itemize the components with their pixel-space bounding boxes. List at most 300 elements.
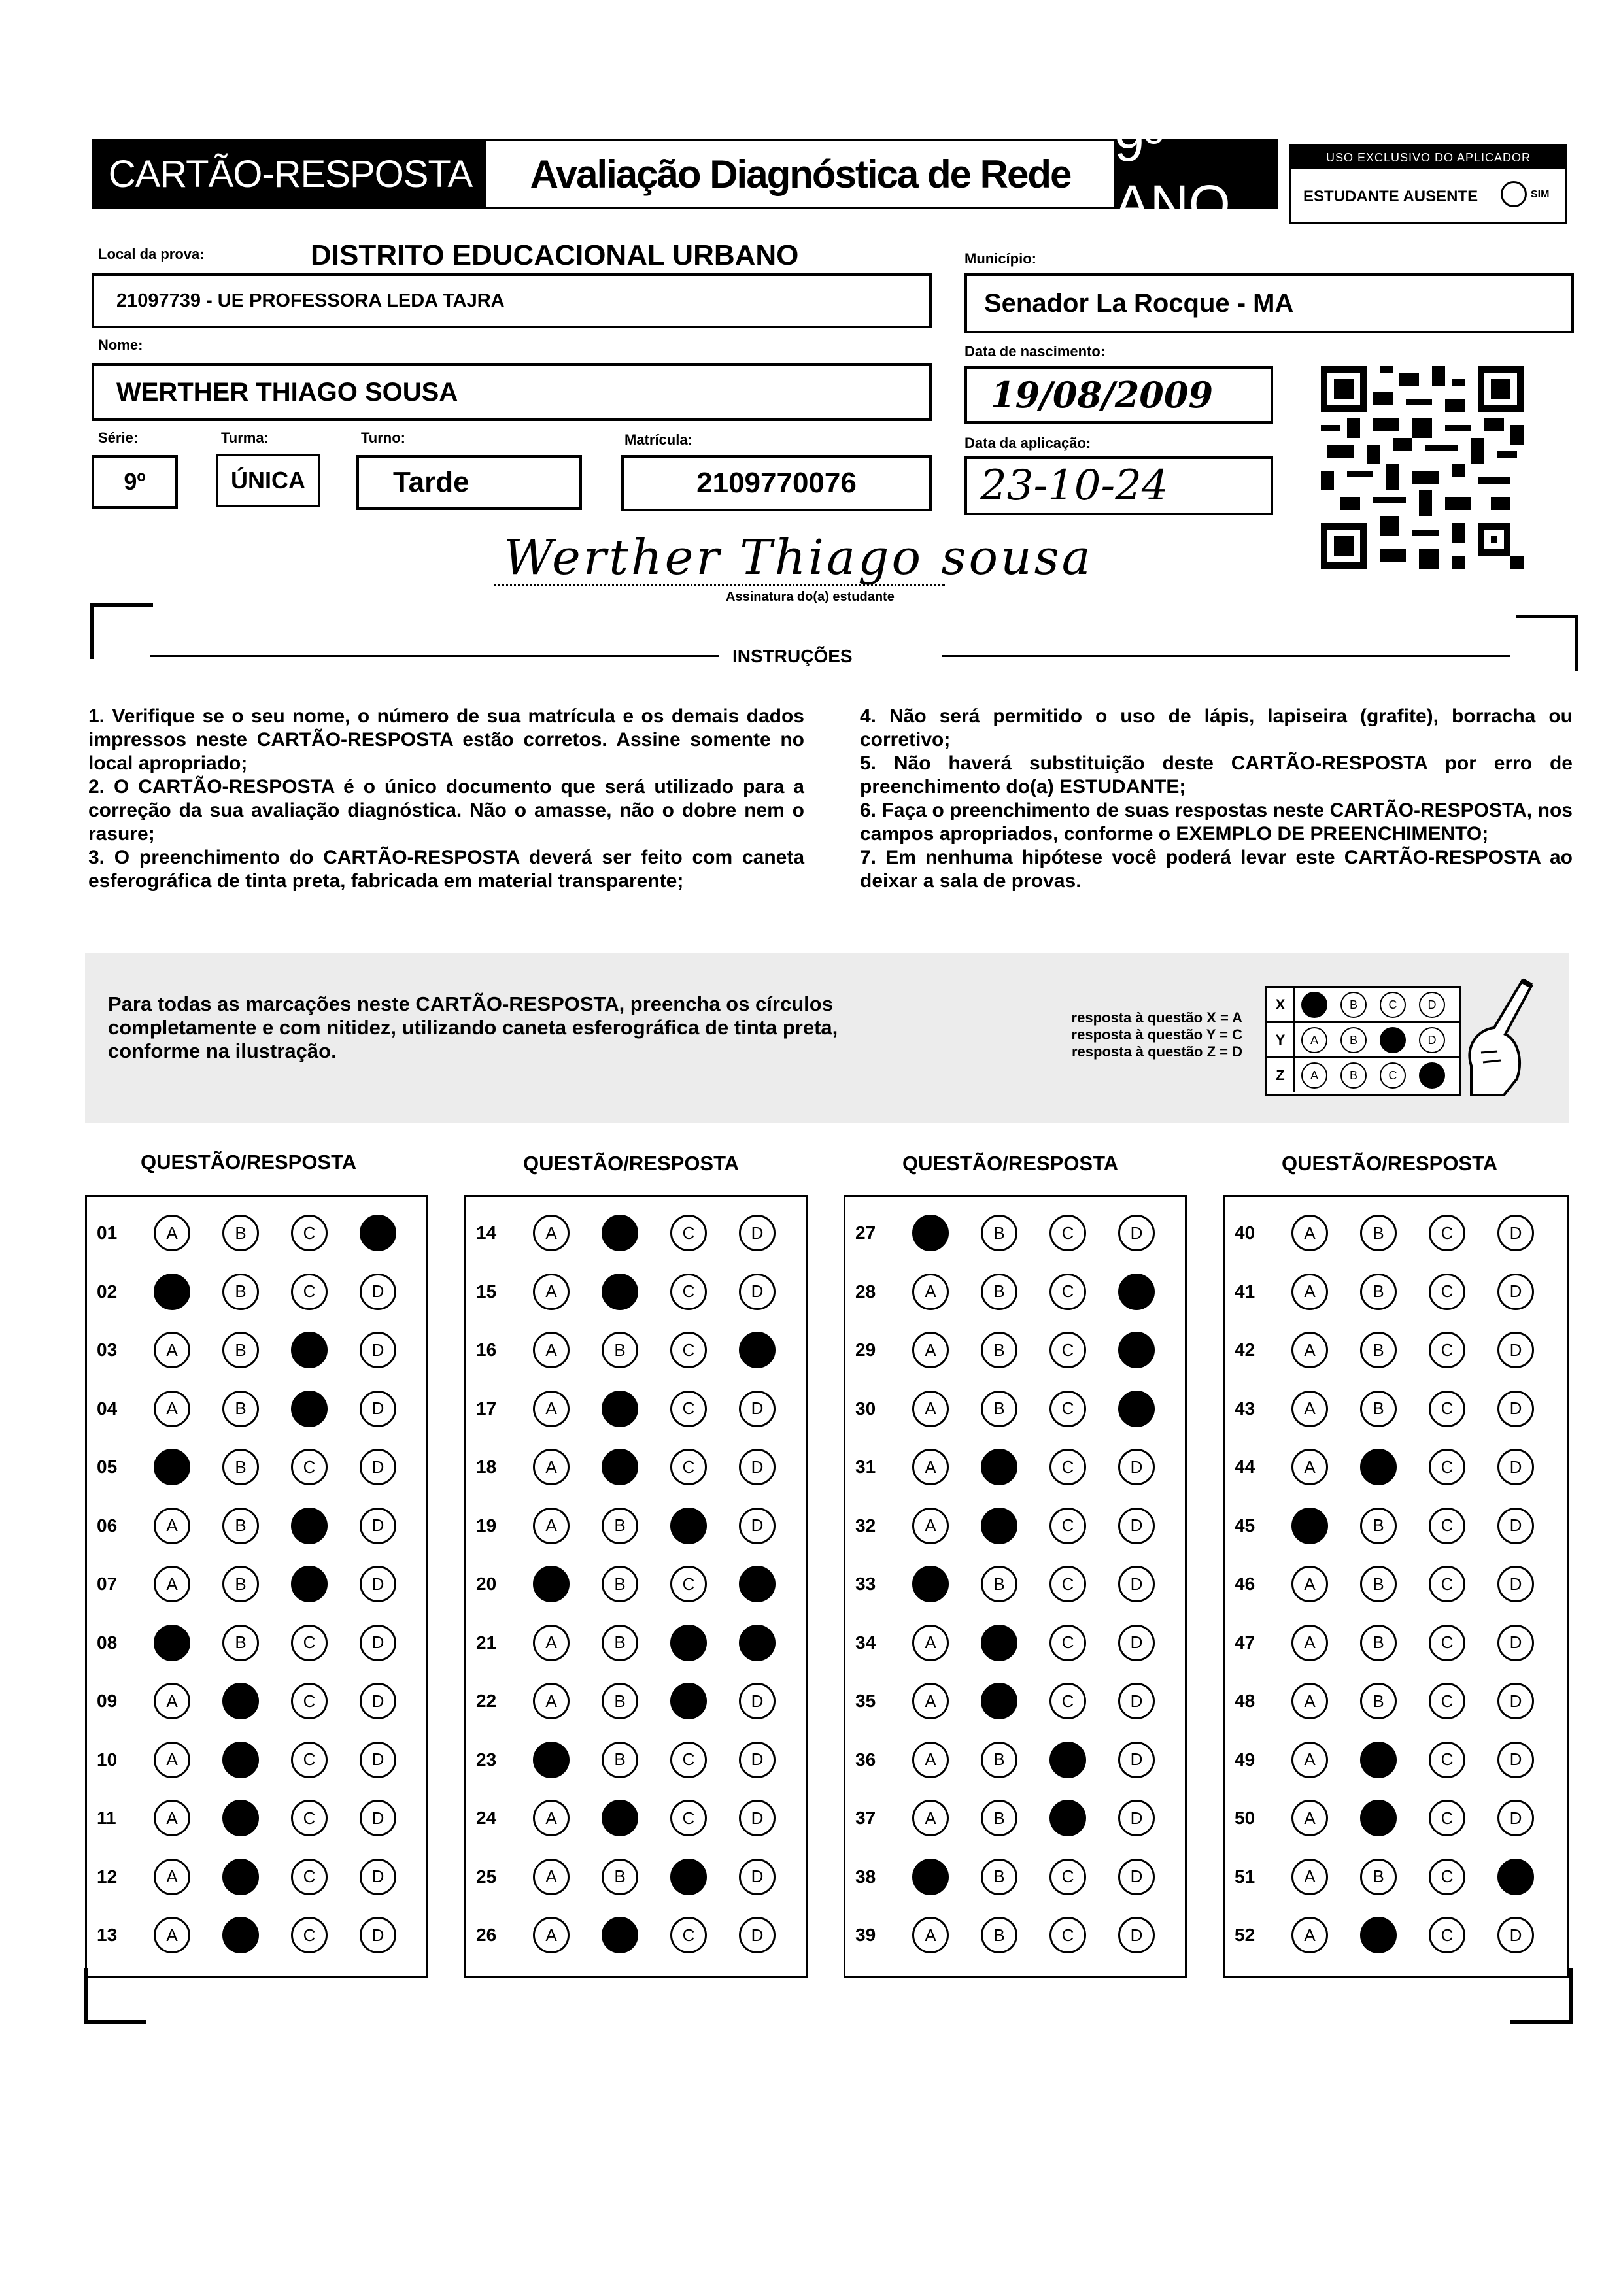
answer-bubble-08-a[interactable]: A <box>154 1625 190 1661</box>
answer-bubble-15-b[interactable]: B <box>602 1274 638 1310</box>
signature-label: Assinatura do(a) estudante <box>726 590 895 604</box>
answer-bubble-03-b[interactable]: B <box>222 1332 259 1368</box>
answer-bubble-25-c[interactable]: C <box>670 1859 707 1895</box>
answer-bubble-07-b[interactable]: B <box>222 1566 259 1602</box>
answer-bubble-37-a[interactable]: A <box>912 1800 949 1836</box>
answer-bubble-09-a[interactable]: A <box>154 1683 190 1719</box>
example-bubble: A <box>1301 1062 1327 1089</box>
question-number: 39 <box>855 1925 876 1945</box>
question-number: 35 <box>855 1691 876 1711</box>
answer-bubble-35-a[interactable]: A <box>912 1683 949 1719</box>
answer-bubble-32-a[interactable]: A <box>912 1508 949 1544</box>
nome-value: WERTHER THIAGO SOUSA <box>116 377 458 407</box>
answer-bubble-40-c[interactable]: C <box>1429 1215 1465 1251</box>
turma-label: Turma: <box>221 430 269 446</box>
answer-bubble-15-c[interactable]: C <box>670 1274 707 1310</box>
answer-bubble-46-b[interactable]: B <box>1360 1566 1397 1602</box>
answer-bubble-30-d[interactable]: D <box>1118 1391 1155 1427</box>
answer-bubble-16-d[interactable]: D <box>739 1332 776 1368</box>
answer-bubble-21-d[interactable]: D <box>739 1625 776 1661</box>
answer-bubble-14-d[interactable]: D <box>739 1215 776 1251</box>
answer-bubble-20-d[interactable]: D <box>739 1566 776 1602</box>
answer-bubble-06-a[interactable]: A <box>154 1508 190 1544</box>
answer-bubble-49-a[interactable]: A <box>1291 1742 1328 1778</box>
nascimento-value: 19/08/2009 <box>991 374 1214 416</box>
answer-bubble-02-c[interactable]: C <box>291 1274 328 1310</box>
question-number: 30 <box>855 1398 876 1419</box>
answer-bubble-39-b[interactable]: B <box>981 1917 1017 1953</box>
answer-bubble-30-b[interactable]: B <box>981 1391 1017 1427</box>
answer-bubble-48-a[interactable]: A <box>1291 1683 1328 1719</box>
answer-bubble-49-d[interactable]: D <box>1497 1742 1534 1778</box>
answer-bubble-07-d[interactable]: D <box>360 1566 396 1602</box>
answer-bubble-42-c[interactable]: C <box>1429 1332 1465 1368</box>
municipio-label: Município: <box>964 250 1036 267</box>
answer-bubble-29-a[interactable]: A <box>912 1332 949 1368</box>
answer-bubble-25-b[interactable]: B <box>602 1859 638 1895</box>
answer-bubble-13-b[interactable]: B <box>222 1917 259 1953</box>
answer-bubble-08-c[interactable]: C <box>291 1625 328 1661</box>
question-number: 06 <box>97 1515 118 1536</box>
answer-bubble-48-b[interactable]: B <box>1360 1683 1397 1719</box>
answer-bubble-38-b[interactable]: B <box>981 1859 1017 1895</box>
answer-bubble-31-d[interactable]: D <box>1118 1449 1155 1485</box>
answer-bubble-02-a[interactable]: A <box>154 1274 190 1310</box>
answer-bubble-36-a[interactable]: A <box>912 1742 949 1778</box>
local-label: Local da prova: <box>98 246 205 262</box>
answer-bubble-41-b[interactable]: B <box>1360 1274 1397 1310</box>
answer-bubble-30-a[interactable]: A <box>912 1391 949 1427</box>
question-number: 29 <box>855 1340 876 1360</box>
answer-bubble-38-d[interactable]: D <box>1118 1859 1155 1895</box>
answer-bubble-23-d[interactable]: D <box>739 1742 776 1778</box>
answer-bubble-33-a[interactable]: A <box>912 1566 949 1602</box>
answer-bubble-51-b[interactable]: B <box>1360 1859 1397 1895</box>
answer-bubble-37-d[interactable]: D <box>1118 1800 1155 1836</box>
answer-bubble-17-c[interactable]: C <box>670 1391 707 1427</box>
answer-bubble-32-b[interactable]: B <box>981 1508 1017 1544</box>
example-bubble: D <box>1419 992 1445 1018</box>
answer-bubble-44-d[interactable]: D <box>1497 1449 1534 1485</box>
answer-bubble-21-c[interactable]: C <box>670 1625 707 1661</box>
answer-bubble-31-a[interactable]: A <box>912 1449 949 1485</box>
answer-bubble-26-c[interactable]: C <box>670 1917 707 1953</box>
question-number: 05 <box>97 1457 118 1477</box>
answer-bubble-26-a[interactable]: A <box>533 1917 570 1953</box>
answer-bubble-09-b[interactable]: B <box>222 1683 259 1719</box>
answer-bubble-08-d[interactable]: D <box>360 1625 396 1661</box>
local-value: DISTRITO EDUCACIONAL URBANO <box>311 239 799 271</box>
question-number: 27 <box>855 1223 876 1243</box>
question-number: 24 <box>476 1808 497 1828</box>
answer-bubble-52-b[interactable]: B <box>1360 1917 1397 1953</box>
answer-bubble-24-b[interactable]: B <box>602 1800 638 1836</box>
municipio-value: Senador La Rocque - MA <box>984 288 1294 318</box>
instruction-2: 2. O CARTÃO-RESPOSTA é o único documento que será utilizado para a correção da sua avaliação diagnóstica. Não o amasse, não o dobre nem o rasure; <box>88 776 804 845</box>
answer-bubble-34-b[interactable]: B <box>981 1625 1017 1661</box>
answer-bubble-19-c[interactable]: C <box>670 1508 707 1544</box>
answer-bubble-14-b[interactable]: B <box>602 1215 638 1251</box>
answer-bubble-50-c[interactable]: C <box>1429 1800 1465 1836</box>
example-row-label: Y <box>1267 1023 1295 1056</box>
example-bubble: C <box>1380 1062 1406 1089</box>
answer-bubble-01-a[interactable]: A <box>154 1215 190 1251</box>
example-row-label: X <box>1267 988 1295 1021</box>
answer-bubble-30-c[interactable]: C <box>1049 1391 1086 1427</box>
example-bubble: D <box>1419 1027 1445 1053</box>
example-text: Para todas as marcações neste CARTÃO-RESPOSTA, preencha os círculos completamente e com nitidez, utilizando caneta esferográfica de tinta preta, conforme na ilustração. <box>108 992 838 1062</box>
answer-bubble-35-d[interactable]: D <box>1118 1683 1155 1719</box>
answer-bubble-42-d[interactable]: D <box>1497 1332 1534 1368</box>
answer-bubble-37-b[interactable]: B <box>981 1800 1017 1836</box>
answer-bubble-40-d[interactable]: D <box>1497 1215 1534 1251</box>
instruction-4: 4. Não será permitido o uso de lápis, lapiseira (grafite), borracha ou corretivo; <box>860 705 1573 751</box>
answer-bubble-36-d[interactable]: D <box>1118 1742 1155 1778</box>
answer-bubble-34-a[interactable]: A <box>912 1625 949 1661</box>
answer-bubble-52-c[interactable]: C <box>1429 1917 1465 1953</box>
answer-bubble-38-a[interactable]: A <box>912 1859 949 1895</box>
answer-bubble-50-a[interactable]: A <box>1291 1800 1328 1836</box>
question-number: 20 <box>476 1574 497 1594</box>
question-number: 42 <box>1235 1340 1255 1360</box>
answer-bubble-22-a[interactable]: A <box>533 1683 570 1719</box>
instruction-1: 1. Verifique se o seu nome, o número de sua matrícula e os demais dados impressos neste CARTÃO-RESPOSTA estão corretos. Assine somente no local apropriado; <box>88 705 804 774</box>
answer-bubble-46-c[interactable]: C <box>1429 1566 1465 1602</box>
answer-bubble-49-b[interactable]: B <box>1360 1742 1397 1778</box>
evaluation-title: Avaliação Diagnóstica de Rede <box>530 152 1071 196</box>
answer-bubble-51-a[interactable]: A <box>1291 1859 1328 1895</box>
answer-bubble-41-a[interactable]: A <box>1291 1274 1328 1310</box>
answer-bubble-19-a[interactable]: A <box>533 1508 570 1544</box>
answer-bubble-26-d[interactable]: D <box>739 1917 776 1953</box>
answer-bubble-16-c[interactable]: C <box>670 1332 707 1368</box>
answer-bubble-09-c[interactable]: C <box>291 1683 328 1719</box>
answer-bubble-23-c[interactable]: C <box>670 1742 707 1778</box>
answer-bubble-33-c[interactable]: C <box>1049 1566 1086 1602</box>
column-header-3: QUESTÃO/RESPOSTA <box>902 1152 1119 1175</box>
example-bubble: D <box>1419 1062 1445 1089</box>
question-number: 41 <box>1235 1281 1255 1302</box>
answer-bubble-48-c[interactable]: C <box>1429 1683 1465 1719</box>
answer-bubble-05-c[interactable]: C <box>291 1449 328 1485</box>
question-number: 09 <box>97 1691 118 1711</box>
answer-bubble-12-b[interactable]: B <box>222 1859 259 1895</box>
question-number: 04 <box>97 1398 118 1419</box>
answer-bubble-45-c[interactable]: C <box>1429 1508 1465 1544</box>
answer-bubble-17-a[interactable]: A <box>533 1391 570 1427</box>
answer-bubble-52-a[interactable]: A <box>1291 1917 1328 1953</box>
answer-bubble-10-b[interactable]: B <box>222 1742 259 1778</box>
answer-bubble-51-d[interactable]: D <box>1497 1859 1534 1895</box>
applicator-title: USO EXCLUSIVO DO APLICADOR <box>1291 146 1565 169</box>
answer-bubble-13-a[interactable]: A <box>154 1917 190 1953</box>
answer-bubble-15-a[interactable]: A <box>533 1274 570 1310</box>
answer-bubble-47-d[interactable]: D <box>1497 1625 1534 1661</box>
answer-bubble-25-d[interactable]: D <box>739 1859 776 1895</box>
answer-bubble-32-c[interactable]: C <box>1049 1508 1086 1544</box>
answer-bubble-20-c[interactable]: C <box>670 1566 707 1602</box>
school-value: 21097739 - UE PROFESSORA LEDA TAJRA <box>116 290 505 311</box>
answer-bubble-35-c[interactable]: C <box>1049 1683 1086 1719</box>
answer-bubble-36-c[interactable]: C <box>1049 1742 1086 1778</box>
answer-bubble-22-b[interactable]: B <box>602 1683 638 1719</box>
answer-bubble-03-d[interactable]: D <box>360 1332 396 1368</box>
answer-bubble-10-a[interactable]: A <box>154 1742 190 1778</box>
example-legend-z: resposta à questão Z = D <box>1071 1043 1242 1060</box>
instructions-title: INSTRUÇÕES <box>732 646 853 666</box>
example-bubble: C <box>1380 992 1406 1018</box>
answer-bubble-33-d[interactable]: D <box>1118 1566 1155 1602</box>
question-number: 52 <box>1235 1925 1255 1945</box>
question-number: 08 <box>97 1632 118 1653</box>
answer-bubble-43-a[interactable]: A <box>1291 1391 1328 1427</box>
question-number: 36 <box>855 1749 876 1770</box>
absent-label: ESTUDANTE AUSENTE <box>1303 188 1478 205</box>
answer-bubble-02-b[interactable]: B <box>222 1274 259 1310</box>
answer-bubble-40-a[interactable]: A <box>1291 1215 1328 1251</box>
answer-bubble-05-b[interactable]: B <box>222 1449 259 1485</box>
question-number: 15 <box>476 1281 497 1302</box>
answer-bubble-10-c[interactable]: C <box>291 1742 328 1778</box>
answer-bubble-50-b[interactable]: B <box>1360 1800 1397 1836</box>
answer-bubble-39-d[interactable]: D <box>1118 1917 1155 1953</box>
answer-bubble-16-b[interactable]: B <box>602 1332 638 1368</box>
example-legend-x: resposta à questão X = A <box>1071 1009 1242 1026</box>
grade-label: 9º ANO <box>1114 141 1276 207</box>
answer-bubble-23-b[interactable]: B <box>602 1742 638 1778</box>
answer-bubble-28-a[interactable]: A <box>912 1274 949 1310</box>
answer-bubble-03-a[interactable]: A <box>154 1332 190 1368</box>
corner-bottom-right <box>1510 1968 1573 2024</box>
question-number: 17 <box>476 1398 497 1419</box>
answer-bubble-32-d[interactable]: D <box>1118 1508 1155 1544</box>
answer-bubble-16-a[interactable]: A <box>533 1332 570 1368</box>
answer-bubble-52-d[interactable]: D <box>1497 1917 1534 1953</box>
aplicacao-value: 23-10-24 <box>980 462 1169 510</box>
answer-bubble-06-c[interactable]: C <box>291 1508 328 1544</box>
answer-bubble-29-b[interactable]: B <box>981 1332 1017 1368</box>
question-number: 32 <box>855 1515 876 1536</box>
instruction-5: 5. Não haverá substituição deste CARTÃO-RESPOSTA por erro de preenchimento do(a) ESTUDANTE; <box>860 752 1573 798</box>
answer-bubble-45-a[interactable]: A <box>1291 1508 1328 1544</box>
answer-bubble-22-d[interactable]: D <box>739 1683 776 1719</box>
answer-bubble-51-c[interactable]: C <box>1429 1859 1465 1895</box>
instruction-3: 3. O preenchimento do CARTÃO-RESPOSTA deverá ser feito com caneta esferográfica de tinta preta, fabricada em material transparente; <box>88 847 804 892</box>
answer-bubble-27-d[interactable]: D <box>1118 1215 1155 1251</box>
matricula-value: 2109770076 <box>696 467 857 499</box>
answer-bubble-11-d[interactable]: D <box>360 1800 396 1836</box>
answer-bubble-04-c[interactable]: C <box>291 1391 328 1427</box>
answer-bubble-36-b[interactable]: B <box>981 1742 1017 1778</box>
answer-bubble-34-d[interactable]: D <box>1118 1625 1155 1661</box>
answer-bubble-19-d[interactable]: D <box>739 1508 776 1544</box>
answer-bubble-28-d[interactable]: D <box>1118 1274 1155 1310</box>
question-number: 46 <box>1235 1574 1255 1594</box>
answer-bubble-24-c[interactable]: C <box>670 1800 707 1836</box>
question-number: 48 <box>1235 1691 1255 1711</box>
answer-bubble-13-d[interactable]: D <box>360 1917 396 1953</box>
answer-bubble-43-d[interactable]: D <box>1497 1391 1534 1427</box>
answer-bubble-24-a[interactable]: A <box>533 1800 570 1836</box>
question-number: 49 <box>1235 1749 1255 1770</box>
answer-bubble-13-c[interactable]: C <box>291 1917 328 1953</box>
answer-bubble-18-a[interactable]: A <box>533 1449 570 1485</box>
answer-bubble-33-b[interactable]: B <box>981 1566 1017 1602</box>
column-header-2: QUESTÃO/RESPOSTA <box>523 1152 740 1175</box>
answer-bubble-03-c[interactable]: C <box>291 1332 328 1368</box>
question-number: 45 <box>1235 1515 1255 1536</box>
question-number: 14 <box>476 1223 497 1243</box>
answer-bubble-50-d[interactable]: D <box>1497 1800 1534 1836</box>
answer-bubble-18-b[interactable]: B <box>602 1449 638 1485</box>
answer-bubble-38-c[interactable]: C <box>1049 1859 1086 1895</box>
question-number: 21 <box>476 1632 497 1653</box>
answer-bubble-47-b[interactable]: B <box>1360 1625 1397 1661</box>
answer-bubble-07-a[interactable]: A <box>154 1566 190 1602</box>
answer-bubble-27-a[interactable]: A <box>912 1215 949 1251</box>
answer-bubble-31-b[interactable]: B <box>981 1449 1017 1485</box>
answer-bubble-41-d[interactable]: D <box>1497 1274 1534 1310</box>
answer-bubble-01-b[interactable]: B <box>222 1215 259 1251</box>
answer-bubble-29-c[interactable]: C <box>1049 1332 1086 1368</box>
answer-bubble-37-c[interactable]: C <box>1049 1800 1086 1836</box>
answer-bubble-20-b[interactable]: B <box>602 1566 638 1602</box>
question-number: 26 <box>476 1925 497 1945</box>
question-number: 31 <box>855 1457 876 1477</box>
answer-bubble-21-a[interactable]: A <box>533 1625 570 1661</box>
answer-bubble-48-d[interactable]: D <box>1497 1683 1534 1719</box>
question-number: 44 <box>1235 1457 1255 1477</box>
nome-label: Nome: <box>98 337 143 353</box>
answer-bubble-29-d[interactable]: D <box>1118 1332 1155 1368</box>
answer-bubble-39-c[interactable]: C <box>1049 1917 1086 1953</box>
answer-bubble-12-d[interactable]: D <box>360 1859 396 1895</box>
answer-bubble-23-a[interactable]: A <box>533 1742 570 1778</box>
answer-bubble-45-d[interactable]: D <box>1497 1508 1534 1544</box>
answer-bubble-42-b[interactable]: B <box>1360 1332 1397 1368</box>
answer-bubble-15-d[interactable]: D <box>739 1274 776 1310</box>
question-number: 11 <box>97 1808 116 1828</box>
column-header-4: QUESTÃO/RESPOSTA <box>1282 1152 1498 1175</box>
answer-bubble-40-b[interactable]: B <box>1360 1215 1397 1251</box>
question-number: 07 <box>97 1574 118 1594</box>
answer-bubble-34-c[interactable]: C <box>1049 1625 1086 1661</box>
answer-bubble-46-d[interactable]: D <box>1497 1566 1534 1602</box>
question-number: 02 <box>97 1281 118 1302</box>
question-number: 47 <box>1235 1632 1255 1653</box>
answer-bubble-04-d[interactable]: D <box>360 1391 396 1427</box>
answer-bubble-26-b[interactable]: B <box>602 1917 638 1953</box>
answer-bubble-01-c[interactable]: C <box>291 1215 328 1251</box>
corner-bottom-left <box>84 1968 146 2024</box>
answer-bubble-19-b[interactable]: B <box>602 1508 638 1544</box>
answer-bubble-05-a[interactable]: A <box>154 1449 190 1485</box>
answer-bubble-18-c[interactable]: C <box>670 1449 707 1485</box>
answer-bubble-11-b[interactable]: B <box>222 1800 259 1836</box>
example-bubble: B <box>1340 1062 1367 1089</box>
answer-bubble-28-c[interactable]: C <box>1049 1274 1086 1310</box>
answer-bubble-28-b[interactable]: B <box>981 1274 1017 1310</box>
question-number: 18 <box>476 1457 497 1477</box>
answer-bubble-07-c[interactable]: C <box>291 1566 328 1602</box>
answer-bubble-08-b[interactable]: B <box>222 1625 259 1661</box>
answer-bubble-14-a[interactable]: A <box>533 1215 570 1251</box>
question-number: 43 <box>1235 1398 1255 1419</box>
answer-bubble-17-b[interactable]: B <box>602 1391 638 1427</box>
answer-bubble-43-b[interactable]: B <box>1360 1391 1397 1427</box>
answer-bubble-21-b[interactable]: B <box>602 1625 638 1661</box>
answer-bubble-47-c[interactable]: C <box>1429 1625 1465 1661</box>
answer-bubble-39-a[interactable]: A <box>912 1917 949 1953</box>
answer-bubble-18-d[interactable]: D <box>739 1449 776 1485</box>
question-number: 28 <box>855 1281 876 1302</box>
answer-bubble-27-c[interactable]: C <box>1049 1215 1086 1251</box>
answer-bubble-35-b[interactable]: B <box>981 1683 1017 1719</box>
card-title: CARTÃO-RESPOSTA <box>94 141 486 207</box>
question-number: 23 <box>476 1749 497 1770</box>
answer-bubble-12-a[interactable]: A <box>154 1859 190 1895</box>
example-legend-y: resposta à questão Y = C <box>1071 1026 1242 1043</box>
answer-bubble-04-b[interactable]: B <box>222 1391 259 1427</box>
answer-bubble-43-c[interactable]: C <box>1429 1391 1465 1427</box>
answer-bubble-20-a[interactable]: A <box>533 1566 570 1602</box>
question-number: 50 <box>1235 1808 1255 1828</box>
answer-bubble-25-a[interactable]: A <box>533 1859 570 1895</box>
turno-value: Tarde <box>393 466 469 498</box>
signature: Werther Thiago sousa <box>503 530 1093 586</box>
answer-bubble-44-b[interactable]: B <box>1360 1449 1397 1485</box>
answer-bubble-46-a[interactable]: A <box>1291 1566 1328 1602</box>
serie-label: Série: <box>98 430 139 446</box>
answer-bubble-41-c[interactable]: C <box>1429 1274 1465 1310</box>
answer-bubble-42-a[interactable]: A <box>1291 1332 1328 1368</box>
answer-bubble-44-a[interactable]: A <box>1291 1449 1328 1485</box>
example-bubble: C <box>1380 1027 1406 1053</box>
answer-bubble-27-b[interactable]: B <box>981 1215 1017 1251</box>
question-number: 33 <box>855 1574 876 1594</box>
aplicacao-label: Data da aplicação: <box>964 435 1091 451</box>
question-number: 13 <box>97 1925 118 1945</box>
question-number: 34 <box>855 1632 876 1653</box>
answer-bubble-22-c[interactable]: C <box>670 1683 707 1719</box>
answer-bubble-14-c[interactable]: C <box>670 1215 707 1251</box>
matricula-label: Matrícula: <box>624 431 692 448</box>
answer-bubble-47-a[interactable]: A <box>1291 1625 1328 1661</box>
question-number: 40 <box>1235 1223 1255 1243</box>
answer-bubble-11-a[interactable]: A <box>154 1800 190 1836</box>
answer-bubble-06-d[interactable]: D <box>360 1508 396 1544</box>
answer-bubble-09-d[interactable]: D <box>360 1683 396 1719</box>
answer-bubble-10-d[interactable]: D <box>360 1742 396 1778</box>
answer-bubble-11-c[interactable]: C <box>291 1800 328 1836</box>
answer-bubble-05-d[interactable]: D <box>360 1449 396 1485</box>
question-number: 01 <box>97 1223 118 1243</box>
answer-bubble-24-d[interactable]: D <box>739 1800 776 1836</box>
instruction-7: 7. Em nenhuma hipótese você poderá levar este CARTÃO-RESPOSTA ao deixar a sala de provas. <box>860 847 1573 892</box>
answer-bubble-44-c[interactable]: C <box>1429 1449 1465 1485</box>
question-number: 10 <box>97 1749 118 1770</box>
answer-bubble-49-c[interactable]: C <box>1429 1742 1465 1778</box>
answer-bubble-04-a[interactable]: A <box>154 1391 190 1427</box>
question-number: 19 <box>476 1515 497 1536</box>
answer-bubble-06-b[interactable]: B <box>222 1508 259 1544</box>
answer-bubble-31-c[interactable]: C <box>1049 1449 1086 1485</box>
answer-bubble-17-d[interactable]: D <box>739 1391 776 1427</box>
answer-bubble-45-b[interactable]: B <box>1360 1508 1397 1544</box>
answer-bubble-12-c[interactable]: C <box>291 1859 328 1895</box>
answer-bubble-01-d[interactable]: D <box>360 1215 396 1251</box>
answer-bubble-02-d[interactable]: D <box>360 1274 396 1310</box>
